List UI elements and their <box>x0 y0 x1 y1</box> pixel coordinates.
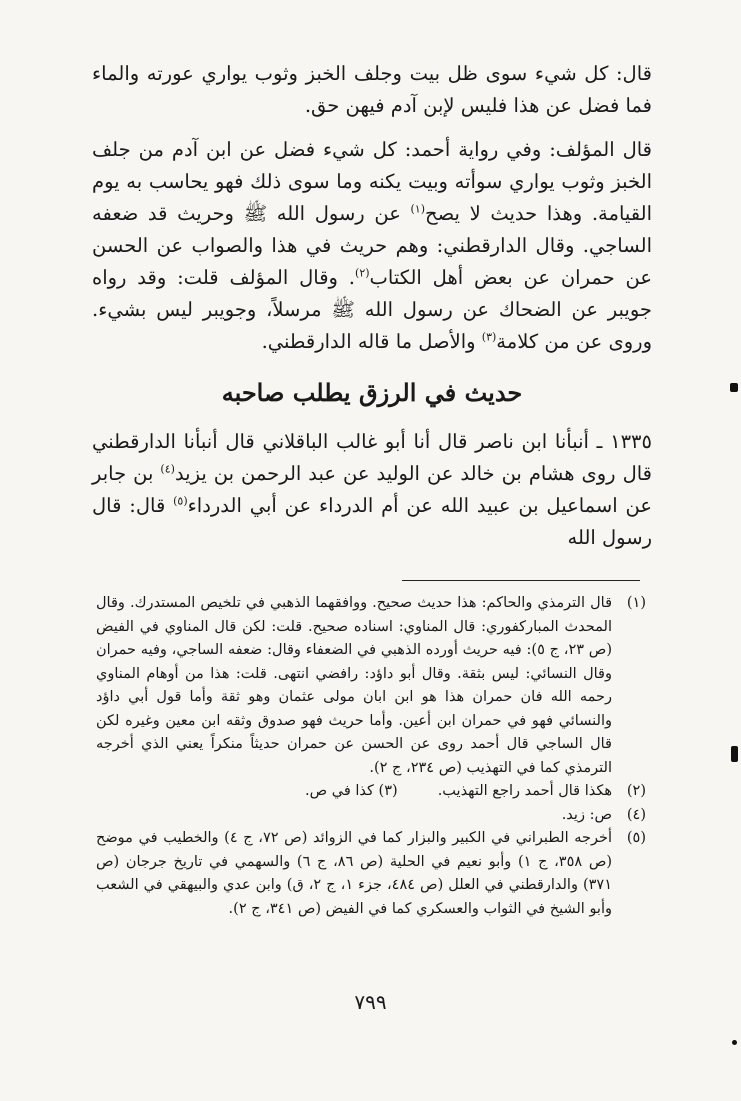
footnote-text: ص: زيد. <box>561 806 612 823</box>
paragraph-2-part-b: عن رسول الله ﷺ وحريث قد ضعفه الساجي. وقال الدارقطني: وهم حريث في هذا والصواب عن الحسن عن حمران عن بعض أهل الكتاب <box>92 202 653 289</box>
paragraph-2-part-a: قال المؤلف: وفي رواية أحمد: كل شيء فضل عن ابن آدم من جلف الخبز وثوب يواري سوأته وبيت يكنه وما سوى ذلك فهو يحاسب به يوم القيامة. وهذا حديث لا يصح <box>92 138 652 225</box>
section-heading: حديث في الرزق يطلب صاحبه <box>221 378 523 407</box>
page-number: ٧٩٩ <box>354 990 387 1014</box>
footnote-number: (٣) <box>378 783 398 799</box>
paragraph-3-part-a: ١٣٣٥ ـ أنبأنا ابن ناصر قال أنا أبو غالب الباقلاني قال أنبأنا الدارقطني قال روى هشام بن خالد عن الوليد عن عبد الرحمن بن يزيد <box>92 430 652 485</box>
footnote-separator <box>402 580 640 581</box>
footnote-2-3 <box>96 780 646 804</box>
footnote-text: أخرجه الطبراني في الكبير والبزار كما في الزوائد (ص ٧٢، ج ٤) والخطيب في موضح (ص ٣٥٨، ج ١) وأبو نعيم في الحلية (ص ٨٦، ج ٦) والسهمي في تاريخ جرجان (ص ٣٧١) والدارقطني في العلل (ص ٤٨٤، جزء ١، ج ٢، ق) وابن عدي والبيهقي في الشعب وأبو الشيخ في الثواب والعسكري كما في الفيض (ص ٣٤١، ج ٢). <box>96 830 613 917</box>
paragraph-3 <box>92 426 652 554</box>
footnote-text: قال الترمذي والحاكم: هذا حديث صحيح. ووافقهما الذهبي في تلخيص المستدرك. وقال المحدث المباركفوري: قال المناوي: اسناده صحيح. قلت: لكن قال المناوي في الفيض (ص ٢٣، ج ٥): فيه حريث أورده الذهبي في الضعفاء وقال: ضعفه الساجي، وفيه حمران وقال النسائي: ليس بثقة. وقال أبو داؤد: رافضي انتهى. قلت: هذا من أوهام المناوي رحمه الله فان حمران هذا هو ابن ابان مولى عثمان وهو ثقة وأما قول أبي داؤد والنسائي فهو في حمران ابن أعين. وأما حريث فهو صدوق وثقه ابن معين وغيره لكن قال الساجي قال أحمد روى عن الحسن عن حمران حديثاً منكراً يعني الذي أخرجه الترمذي كما في التهذيب (ص ٢٣٤، ج ٢). <box>96 595 612 776</box>
paragraph-2-part-d: والأصل ما قاله الدارقطني. <box>261 330 482 353</box>
scan-mark <box>731 746 738 762</box>
footnote-number: (٢) <box>626 783 646 799</box>
footnotes <box>96 592 646 921</box>
footnote-ref-4: (٤) <box>160 462 175 476</box>
scan-mark <box>732 1040 737 1045</box>
paragraph-2 <box>92 134 652 358</box>
footnote-ref-5: (٥) <box>173 494 188 508</box>
footnote-5 <box>96 827 646 921</box>
scan-mark <box>730 383 738 392</box>
paragraph-1: قال: كل شيء سوى ظل بيت وجلف الخبز وثوب يواري عورته والماء فما فضل عن هذا فليس لإبن آدم فيهن حق. <box>92 62 652 117</box>
paragraph-3-part-b: بن جابر عن اسماعيل بن عبيد الله عن أم الدرداء عن أبي الدرداء <box>92 462 652 517</box>
footnote-ref-2: (٢) <box>355 266 370 280</box>
footnote-ref-3: (٣) <box>481 330 497 344</box>
paragraph-3-part-c: قال: قال رسول الله <box>92 494 652 549</box>
footnote-number: (٥) <box>626 830 646 846</box>
footnote-4 <box>96 804 646 828</box>
footnote-2-3-text <box>96 780 612 804</box>
footnote-text: كذا في ص. <box>305 783 374 799</box>
footnote-ref-1: (١) <box>410 202 425 216</box>
footnote-text: هكذا قال أحمد راجع التهذيب. <box>437 783 612 799</box>
paragraph-2-part-c: . وقال المؤلف قلت: وقد رواه جويبر عن الضحاك عن رسول الله ﷺ مرسلاً، وجويبر ليس بشيء. وروى عن من كلامة <box>92 266 652 353</box>
main-text <box>92 58 652 554</box>
footnote-number: (١) <box>626 595 646 611</box>
footnote-number: (٤) <box>626 806 646 823</box>
footnote-1 <box>96 592 646 780</box>
